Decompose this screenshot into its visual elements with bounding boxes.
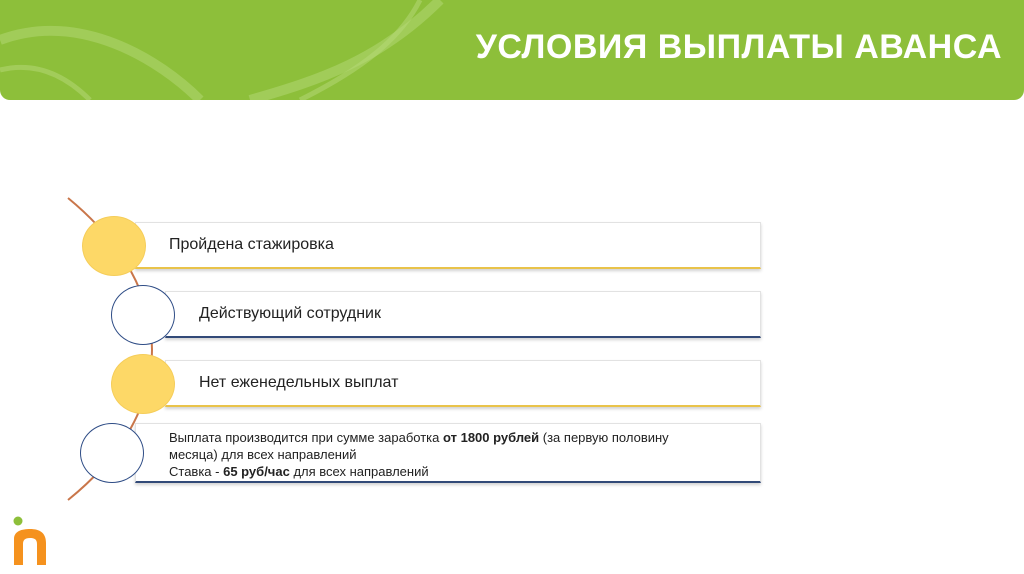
payout-line-1-pre: Выплата производится при сумме заработка [169,430,443,445]
payout-amount: от 1800 рублей [443,430,540,445]
rate-value: 65 руб/час [223,464,290,479]
payout-line-1-post: (за первую половину [539,430,669,445]
payout-line-3 [169,463,669,480]
condition-box-internship [135,222,761,269]
marker-circle-1 [82,216,146,276]
condition-label: Пройдена стажировка [169,236,334,253]
marker-circle-3 [111,354,175,414]
rate-suffix: для всех направлений [289,464,429,479]
payout-text [136,424,669,480]
rate-label: Ставка - [169,464,224,479]
condition-label: Действующий сотрудник [199,305,381,322]
condition-label: Нет еженедельных выплат [199,374,399,391]
condition-box-payout [135,423,761,483]
marker-circle-4 [80,423,144,483]
condition-box-employee [165,291,761,338]
payout-line-1 [169,429,669,446]
payout-line-2: месяца) для всех направлений [169,447,357,462]
page-title: УСЛОВИЯ ВЫПЛАТЫ АВАНСА [475,28,1002,66]
condition-box-no-weekly [165,360,761,407]
marker-circle-2 [111,285,175,345]
company-logo-icon [12,515,52,567]
